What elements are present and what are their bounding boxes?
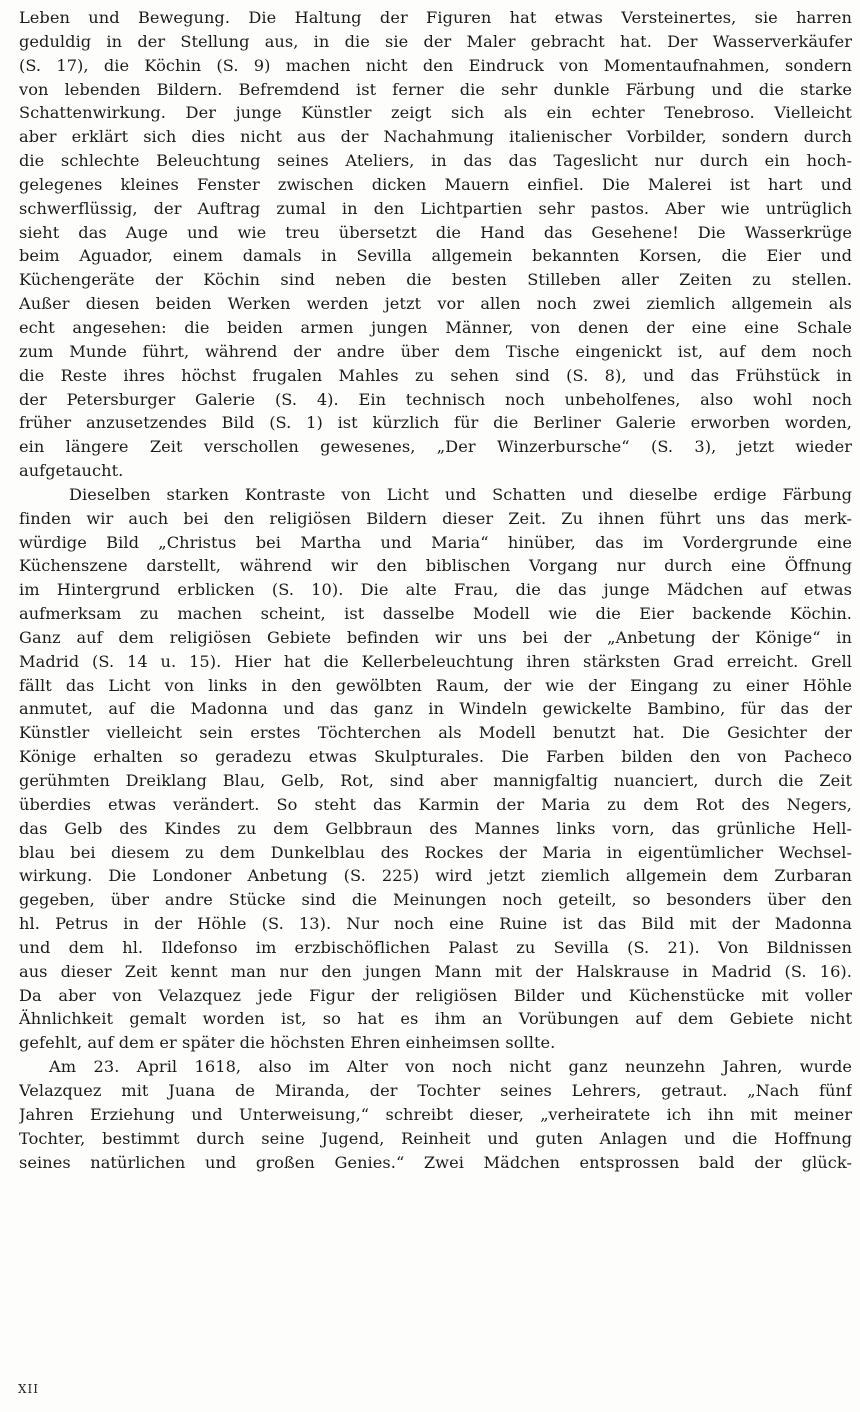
text-line: überdies etwas verändert. So steht das Karmin der Maria zu dem Rot des Negers, (19, 794, 852, 814)
text-line: gegeben, über andre Stücke sind die Meinungen noch geteilt, so besonders über den (19, 890, 852, 910)
text-line: die schlechte Beleuchtung seines Ateliers, in das das Tageslicht nur durch ein hoch- (19, 151, 852, 171)
text-line: Dieselben starken Kontraste von Licht und Schatten und dieselbe erdige Färbung (69, 484, 852, 504)
text-line: früher anzusetzendes Bild (S. 1) ist kürzlich für die Berliner Galerie erworben worden, (19, 413, 852, 433)
text-line: Tochter, bestimmt durch seine Jugend, Reinheit und guten Anlagen und die Hoffnung (19, 1128, 852, 1148)
text-line: Könige erhalten so geradezu etwas Skulpturales. Die Farben bilden den von Pacheco (19, 747, 852, 767)
text-line: würdige Bild „Christus bei Martha und Maria“ hinüber, das im Vordergrunde eine (19, 532, 852, 552)
text-line: im Hintergrund erblicken (S. 10). Die alte Frau, die das junge Mädchen auf etwas (19, 580, 852, 600)
text-line: von lebenden Bildern. Befremdend ist ferner die sehr dunkle Färbung und die starke (19, 79, 852, 99)
text-line: ein längere Zeit verschollen gewesenes, „Der Winzerbursche“ (S. 3), jetzt wieder (19, 437, 852, 457)
text-line: Künstler vielleicht sein erstes Töchterchen als Modell benutzt hat. Die Gesichter der (19, 723, 852, 743)
text-line: Madrid (S. 14 u. 15). Hier hat die Kellerbeleuchtung ihren stärksten Grad erreicht. Grell (19, 651, 852, 671)
paragraph (19, 1055, 852, 1174)
text-line: finden wir auch bei den religiösen Bildern dieser Zeit. Zu ihnen führt uns das merk- (19, 508, 852, 528)
text-line: Leben und Bewegung. Die Haltung der Figuren hat etwas Versteinertes, sie harren (19, 8, 852, 27)
text-line: Küchengeräte der Köchin sind neben die besten Stilleben aller Zeiten zu stellen. (19, 270, 852, 290)
text-line: seines natürlichen und großen Genies.“ Zwei Mädchen entsprossen bald der glück- (19, 1152, 852, 1172)
text-line: der Petersburger Galerie (S. 4). Ein technisch noch unbeholfenes, also wohl noch (19, 389, 852, 409)
text-line: aus dieser Zeit kennt man nur den jungen Mann mit der Halskrause in Madrid (S. 16). (19, 961, 852, 981)
text-line: echt angesehen: die beiden armen jungen Männer, von denen der eine eine Schale (19, 317, 852, 337)
text-line: anmutet, auf die Madonna und das ganz in Windeln gewickelte Bambino, für das der (19, 699, 852, 719)
page-number: XII (18, 1382, 40, 1396)
text-line: und dem hl. Ildefonso im erzbischöflichen Palast zu Sevilla (S. 21). Von Bildnissen (19, 937, 852, 957)
text-line: Ganz auf dem religiösen Gebiete befinden wir uns bei der „Anbetung der Könige“ in (19, 627, 852, 647)
text-line: (S. 17), die Köchin (S. 9) machen nicht den Eindruck von Momentaufnahmen, sondern (19, 55, 852, 75)
text-line: geduldig in der Stellung aus, in die sie der Maler gebracht hat. Der Wasserverkäufer (19, 31, 852, 51)
body-text (19, 6, 852, 1174)
text-line: schwerflüssig, der Auftrag zumal in den Lichtpartien sehr pastos. Aber wie untrüglich (19, 198, 852, 218)
text-line: hl. Petrus in der Höhle (S. 13). Nur noch eine Ruine ist das Bild mit der Madonna (19, 914, 852, 934)
text-line: Ähnlichkeit gemalt worden ist, so hat es ihm an Vorübungen auf dem Gebiete nicht (19, 1009, 852, 1029)
text-line: Außer diesen beiden Werken werden jetzt vor allen noch zwei ziemlich allgemein als (19, 294, 852, 314)
text-line: Jahren Erziehung und Unterweisung,“ schreibt dieser, „verheiratete ich ihn mit meiner (19, 1104, 852, 1124)
text-line: die Reste ihres höchst frugalen Mahles zu sehen sind (S. 8), und das Frühstück in (19, 365, 852, 385)
text-line: wirkung. Die Londoner Anbetung (S. 225) wird jetzt ziemlich allgemein dem Zurbaran (19, 866, 852, 886)
text-line: Da aber von Velazquez jede Figur der religiösen Bilder und Küchenstücke mit voller (19, 985, 852, 1005)
text-line: beim Aguador, einem damals in Sevilla allgemein bekannten Korsen, die Eier und (19, 246, 852, 266)
text-line: Schattenwirkung. Der junge Künstler zeigt sich als ein echter Tenebroso. Vielleicht (19, 103, 852, 123)
text-line: Velazquez mit Juana de Miranda, der Tochter seines Lehrers, getraut. „Nach fünf (19, 1080, 852, 1100)
text-line: aufgetaucht. (19, 461, 124, 481)
paragraph (19, 6, 852, 483)
text-line: zum Munde führt, während der andre über dem Tische eingenickt ist, auf dem noch (19, 341, 852, 361)
text-line: blau bei diesem zu dem Dunkelblau des Rockes der Maria in eigentümlicher Wechsel- (19, 842, 852, 862)
text-line: sieht das Auge und wie treu übersetzt die Hand das Gesehene! Die Wasserkrüge (19, 222, 852, 242)
text-line: aufmerksam zu machen scheint, ist dasselbe Modell wie die Eier backende Köchin. (19, 604, 852, 624)
text-line: gerühmten Dreiklang Blau, Gelb, Rot, sind aber mannigfaltig nuanciert, durch die Zeit (19, 771, 852, 790)
paragraph (19, 483, 852, 1055)
text-line: Küchenszene darstellt, während wir den biblischen Vorgang nur durch eine Öffnung (19, 556, 852, 576)
text-line: aber erklärt sich dies nicht aus der Nachahmung italienischer Vorbilder, sondern durch (19, 127, 852, 147)
text-line: Am 23. April 1618, also im Alter von noch nicht ganz neunzehn Jahren, wurde (49, 1057, 852, 1077)
text-line: gefehlt, auf dem er später die höchsten Ehren einheimsen sollte. (19, 1033, 556, 1053)
text-line: gelegenes kleines Fenster zwischen dicken Mauern einfiel. Die Malerei ist hart und (19, 174, 852, 194)
text-line: das Gelb des Kindes zu dem Gelbbraun des Mannes links vorn, das grünliche Hell- (19, 818, 852, 838)
text-line: fällt das Licht von links in den gewölbten Raum, der wie der Eingang zu einer Höhle (19, 675, 852, 695)
